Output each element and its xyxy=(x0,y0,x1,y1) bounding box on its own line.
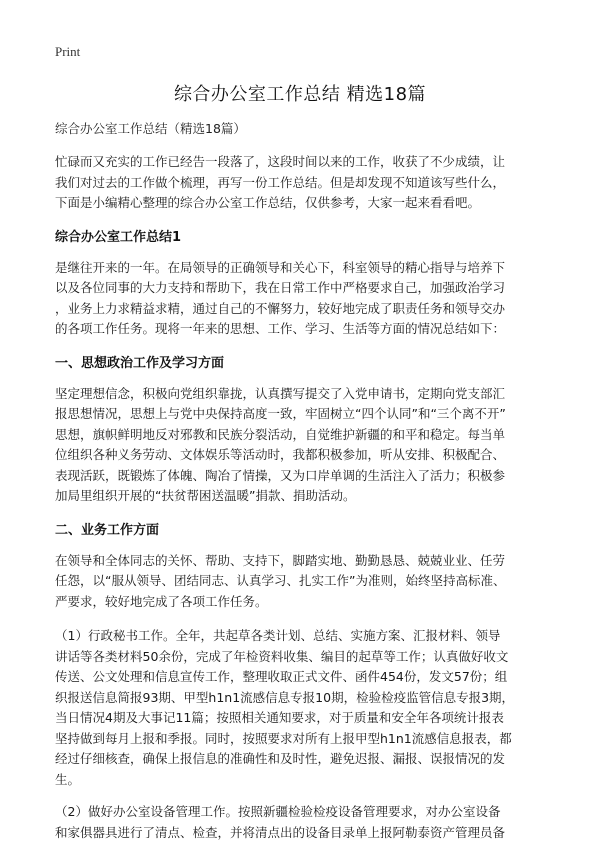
politics-heading: 一、思想政治工作及学习方面 xyxy=(55,355,225,371)
intro-paragraph: 忙碌而又充实的工作已经告一段落了，这段时间以来的工作，收获了不少成绩，让 我们对过去的工作做个梳理，再写一份工作总结。但是却发现不知道该写些什么， 下面是小编精心整理的综合办公室工作总结，仅供参考，大家一起来看看吧。 xyxy=(55,154,506,210)
section-heading: 综合办公室工作总结1 xyxy=(55,229,182,245)
section-paragraph: 是继往开来的一年。在局领导的正确领导和关心下，科室领导的精心指导与培养下 以及各位同事的大力支持和帮助下，我在日常工作中严格要求自己，加强政治学习 ，业务上力求精益求精，通过自己的不懈努力，较好地完成了职责任务和领导交办 的各项工作任务。现将一年来的思想、工作、学习、生活等方面的情况总结如下： xyxy=(55,259,506,336)
document-body xyxy=(55,120,555,855)
business-item-2: （2）做好办公室设备管理工作。按照新疆检验检疫设备管理要求，对办公室设备 和家俱器具进行了清点、检查，并将清点出的设备目录单上报阿勒泰资产管理员备 xyxy=(55,804,506,840)
document-subtitle: 综合办公室工作总结（精选18篇） xyxy=(55,121,246,136)
document-title: 综合办公室工作总结 精选18篇 xyxy=(173,84,427,105)
print-label: Print xyxy=(55,44,81,59)
business-item-1: （1）行政秘书工作。全年，共起草各类计划、总结、实施方案、汇报材料、领导 讲话等各类材料50余份，完成了年检资料收集、编目的起草等工作；认真做好收文 传送、公文处理和信息宣传工作，整理收取正式文件、函件454份，发文57份；组 织报送信息简报93期、甲型h1n1流感信息专报10期，检验检疫监管信息专报3期， 当日情况4期及大事记11篇；按照相关通知要求，对于质量和安全年各项统计报表 坚持做到每月上报和季报。同时，按照要求对所有上报甲型h1n1流感信息报表，都 经过仔细核查，确保上报信息的准确性和及时性，避免迟报、漏报、误报情况的发 生。 xyxy=(55,628,515,787)
business-paragraph: 在领导和全体同志的关怀、帮助、支持下，脚踏实地、勤勤恳恳、兢兢业业、任劳 任怨，以“服从领导、团结同志、认真学习、扎实工作”为准则，始终坚持高标准、 严要求，较好地完成了各项工作任务。 xyxy=(55,552,506,609)
business-heading: 二、业务工作方面 xyxy=(55,522,160,538)
politics-paragraph: 坚定理想信念，积极向党组织靠拢，认真撰写提交了入党申请书，定期向党支部汇 报思想情况，思想上与党中央保持高度一致，牢固树立“四个认同”和“三个离不开” 思想，旗帜鲜明地反对邪教和民族分裂活动，自觉维护新疆的和平和稳定。每当单 位组织各种义务劳动、文体娱乐等活动时，我都积极参加，听从安排、积极配合、 表现活跃，既锻炼了体魄、陶冶了情操，又为口岸单调的生活注入了活力；积极参 加局里组织开展的“扶贫帮困送温暖”捐款、捐助活动。 xyxy=(55,385,506,503)
